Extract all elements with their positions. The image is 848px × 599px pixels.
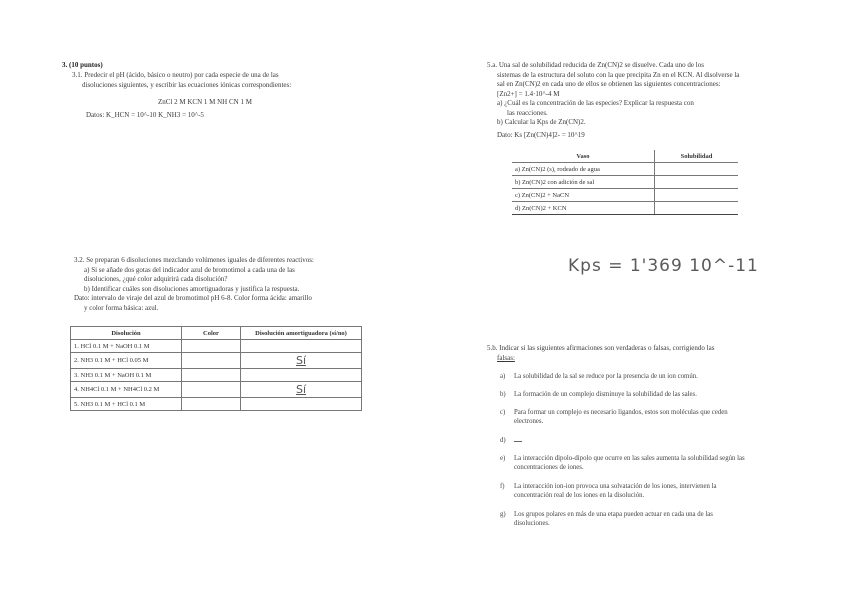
q6-title-line-2: falsas: xyxy=(497,353,515,362)
table-cell xyxy=(655,176,739,189)
option-text: La interacción ion-ion provoca una solvatación de los iones, intervienen la xyxy=(514,483,717,490)
dissolution-table xyxy=(70,326,362,411)
table-header: Disolución xyxy=(71,327,182,340)
table-header-row xyxy=(71,327,362,340)
table-cell: 4. NH4Cl 0.1 M + NH4Cl 0.2 M xyxy=(71,382,182,398)
q31-data: Datos: K_HCN = 10^-10 K_NH3 = 10^-5 xyxy=(86,111,204,119)
q6-title-line: 5.b. Indicar si las siguientes afirmaciones son verdaderas o falsas, corrigiendo las xyxy=(487,344,715,352)
table-cell xyxy=(655,189,739,202)
option-text: La interacción dipolo-dipolo que ocurre en las sales aumenta la solubilidad según las xyxy=(514,455,745,462)
list-item xyxy=(500,372,800,381)
q5-data: Dato: Ks [Zn(CN)4]2- = 10^19 xyxy=(497,131,585,139)
q31-line-2: disoluciones siguientes, y escribir las ecuaciones iónicas correspondientes: xyxy=(82,80,292,89)
table-cell: a) Zn(CN)2 (s), rodeado de agua xyxy=(512,163,655,176)
option-label: d) xyxy=(500,437,506,444)
table-row xyxy=(71,398,362,411)
table-cell: 3. NH3 0.1 M + NaOH 0.1 M xyxy=(71,369,182,382)
q5-line-1: 5.a. Una sal de solubilidad reducida de Zn(CN)2 se disuelve. Cada uno de los xyxy=(487,61,704,69)
q32-line-4: b) Identificar cuáles son disoluciones amortiguadoras y justifica la respuesta. xyxy=(84,284,300,293)
table-cell xyxy=(655,163,739,176)
table-cell xyxy=(182,382,241,398)
table-row xyxy=(512,202,738,215)
list-item xyxy=(500,510,800,528)
list-item xyxy=(500,454,800,472)
table-row xyxy=(512,163,738,176)
q32-line-6: y color forma básica: azul. xyxy=(84,303,159,312)
handwritten-answer: Sí xyxy=(241,353,362,369)
handwritten-answer: Sí xyxy=(241,382,362,398)
option-label: b) xyxy=(500,391,506,398)
option-text-cont: concentración real de los iones en la disolución. xyxy=(514,492,645,499)
option-text: Los grupos polares en más de una etapa pueden actuar en cada una de las xyxy=(514,511,713,518)
list-item xyxy=(500,390,800,399)
option-text-cont: disoluciones. xyxy=(514,520,550,527)
q32-line-3: disoluciones, ¿qué color adquirirá cada disolución? xyxy=(84,275,228,283)
q31-text xyxy=(72,71,362,90)
table-cell xyxy=(182,353,241,369)
table-row xyxy=(512,189,738,202)
solubility-table xyxy=(512,150,738,215)
table-header: Vaso xyxy=(512,150,655,163)
list-item xyxy=(500,436,800,445)
q31-species: ZnCl 2 M KCN 1 M NH CN 1 M xyxy=(158,98,252,106)
q32-line-2: a) Si se añade dos gotas del indicador azul de bromotimol a cada una de las xyxy=(84,265,295,274)
table-header: Solubilidad xyxy=(655,150,739,163)
table-row xyxy=(512,176,738,189)
list-item xyxy=(500,482,800,500)
table-row xyxy=(71,369,362,382)
option-text: La solubilidad de la sal se reduce por la presencia de un ion común. xyxy=(514,373,698,380)
table-cell xyxy=(241,369,362,382)
q6-title xyxy=(487,344,787,363)
handwritten-kps: Kps = 1'369 10^-11 xyxy=(568,256,759,276)
table-cell xyxy=(241,340,362,353)
table-cell xyxy=(182,369,241,382)
option-text: La formación de un complejo disminuye la solubilidad de las sales. xyxy=(514,391,697,398)
q32-text xyxy=(74,256,374,313)
table-cell xyxy=(655,202,739,215)
option-text: Para formar un complejo es necesario ligandos, estos son moléculas que ceden xyxy=(514,409,728,416)
table-cell xyxy=(241,398,362,411)
q3-title: 3. (10 puntos) xyxy=(62,61,103,69)
table-cell: b) Zn(CN)2 con adición de sal xyxy=(512,176,655,189)
option-text-cont: electrones. xyxy=(514,418,544,425)
table-row xyxy=(71,340,362,353)
q5-line-2: sistemas de la estructura del soluto con la que precipita Zn en el KCN. Al disolverse la xyxy=(497,70,740,79)
table-cell: 1. HCl 0.1 M + NaOH 0.1 M xyxy=(71,340,182,353)
table-row xyxy=(71,382,362,398)
option-label: g) xyxy=(500,511,506,518)
option-text-cont: concentraciones de iones. xyxy=(514,464,584,471)
table-cell xyxy=(182,340,241,353)
q32-line-5: Dato: intervalo de viraje del azul de bromotimol pH 6-8. Color forma ácida: amarillo xyxy=(74,294,312,302)
q5-line-3: sal en Zn(CN)2 en cada uno de ellos se obtienen las siguientes concentraciones: xyxy=(497,80,721,88)
table-header: Disolución amortiguadora (sí/no) xyxy=(241,327,362,340)
option-label: e) xyxy=(500,455,506,462)
option-label: c) xyxy=(500,409,506,416)
q5-text xyxy=(487,61,777,128)
list-item xyxy=(500,408,800,426)
q31-line-1: 3.1. Predecir el pH (ácido, básico o neutro) por cada especie de una de las xyxy=(72,71,279,79)
table-cell: d) Zn(CN)2 + KCN xyxy=(512,202,655,215)
table-cell: 5. NH3 0.1 M + HCl 0.1 M xyxy=(71,398,182,411)
option-blank xyxy=(514,441,522,442)
q5-line-7: b) Calcular la Kps de Zn(CN)2. xyxy=(497,118,586,126)
q5-line-6: las reacciones. xyxy=(507,108,548,117)
option-label: f) xyxy=(500,483,505,490)
q5-line-5: a) ¿Cuál es la concentración de las especies? Explicar la respuesta con xyxy=(497,99,694,107)
q32-line-1: 3.2. Se preparan 6 disoluciones mezclando volúmenes iguales de diferentes reactivos: xyxy=(74,256,314,264)
table-cell: c) Zn(CN)2 + NaCN xyxy=(512,189,655,202)
table-header: Color xyxy=(182,327,241,340)
table-header-row xyxy=(512,150,738,163)
table-cell: 2. NH3 0.1 M + HCl 0.05 M xyxy=(71,353,182,369)
table-cell xyxy=(182,398,241,411)
table-row xyxy=(71,353,362,369)
option-label: a) xyxy=(500,373,506,380)
q5-line-4: [Zn2+] = 1.4·10^-4 M xyxy=(497,89,560,98)
